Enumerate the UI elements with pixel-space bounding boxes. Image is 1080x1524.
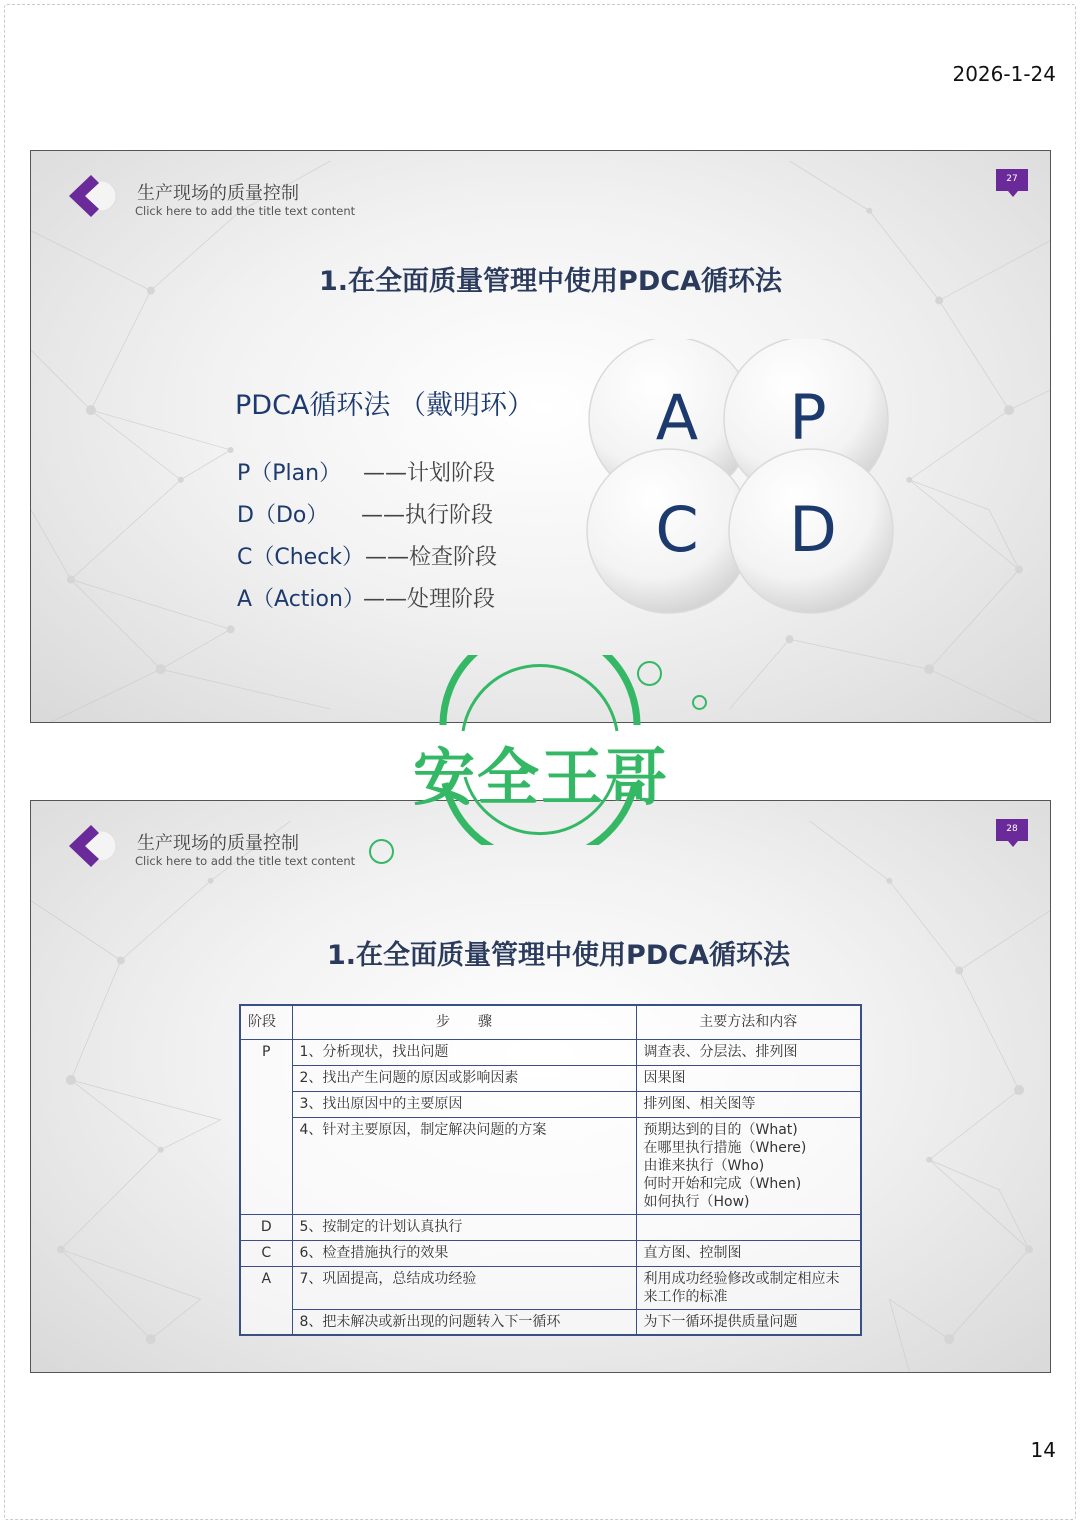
slide-27 bbox=[30, 150, 1051, 723]
phase-desc: ——执行阶段 bbox=[361, 503, 494, 528]
list-item bbox=[237, 456, 497, 498]
table-row bbox=[240, 1266, 861, 1309]
phase-code: P（Plan） bbox=[237, 461, 342, 486]
method-cell: 排列图、相关图等 bbox=[636, 1091, 861, 1117]
slide-number-badge: 27 bbox=[996, 169, 1028, 191]
phase-desc: ——检查阶段 bbox=[365, 545, 498, 570]
header-title: 生产现场的质量控制 bbox=[137, 833, 299, 854]
method-cell: 调查表、分层法、排列图 bbox=[636, 1039, 861, 1065]
list-item bbox=[237, 540, 497, 582]
table-row bbox=[240, 1309, 861, 1335]
method-cell bbox=[636, 1214, 861, 1240]
table-row bbox=[240, 1065, 861, 1091]
step-cell: 8、把未解决或新出现的问题转入下一循环 bbox=[292, 1309, 636, 1335]
column-header-steps: 步 骤 bbox=[292, 1005, 636, 1039]
chevron-logo-icon bbox=[61, 823, 123, 869]
pdca-heading: PDCA循环法 （戴明环） bbox=[235, 390, 534, 421]
phase-desc: ——计划阶段 bbox=[363, 461, 496, 486]
column-header-stage: 阶段 bbox=[240, 1005, 292, 1039]
slide-number-badge: 28 bbox=[996, 819, 1028, 841]
bubble-icon bbox=[369, 839, 394, 864]
method-cell bbox=[636, 1266, 861, 1309]
method-cell bbox=[636, 1117, 861, 1214]
bubble-icon bbox=[692, 695, 707, 710]
letter-a: A bbox=[655, 381, 699, 454]
table-row bbox=[240, 1214, 861, 1240]
pdca-circles bbox=[581, 339, 901, 619]
letter-d: D bbox=[789, 493, 837, 566]
step-cell: 7、巩固提高，总结成功经验 bbox=[292, 1266, 636, 1309]
list-item bbox=[237, 498, 497, 540]
method-line: 何时开始和完成（When) bbox=[643, 1175, 802, 1192]
method-line: 利用成功经验修改或制定相应未 bbox=[643, 1270, 840, 1287]
step-cell: 5、按制定的计划认真执行 bbox=[292, 1214, 636, 1240]
header-subtitle: Click here to add the title text content bbox=[135, 204, 356, 218]
table-row bbox=[240, 1091, 861, 1117]
letter-p: P bbox=[789, 381, 827, 454]
step-cell: 6、检查措施执行的效果 bbox=[292, 1240, 636, 1266]
step-cell: 1、分析现状，找出问题 bbox=[292, 1039, 636, 1065]
step-cell: 2、找出产生问题的原因或影响因素 bbox=[292, 1065, 636, 1091]
stage-cell: A bbox=[240, 1266, 292, 1335]
column-header-methods: 主要方法和内容 bbox=[636, 1005, 861, 1039]
pdca-phase-list bbox=[237, 456, 497, 624]
phase-desc: ——处理阶段 bbox=[363, 587, 496, 612]
chevron-logo-icon bbox=[61, 173, 123, 219]
list-item bbox=[237, 582, 497, 624]
stage-cell: C bbox=[240, 1240, 292, 1266]
phase-code: C（Check） bbox=[237, 545, 365, 570]
slide-28 bbox=[30, 800, 1051, 1373]
method-line: 如何执行（How) bbox=[643, 1193, 750, 1210]
method-line: 在哪里执行措施（Where) bbox=[643, 1139, 807, 1156]
phase-code: A（Action） bbox=[237, 587, 365, 612]
table-row bbox=[240, 1240, 861, 1266]
step-cell: 4、针对主要原因，制定解决问题的方案 bbox=[292, 1117, 636, 1214]
method-cell: 直方图、控制图 bbox=[636, 1240, 861, 1266]
table-header-row bbox=[240, 1005, 861, 1039]
table-row bbox=[240, 1117, 861, 1214]
header-subtitle: Click here to add the title text content bbox=[135, 854, 356, 868]
method-cell: 为下一循环提供质量问题 bbox=[636, 1309, 861, 1335]
stage-cell: D bbox=[240, 1214, 292, 1240]
slide-title: 1.在全面质量管理中使用PDCA循环法 bbox=[319, 266, 782, 297]
bubble-icon bbox=[637, 661, 662, 686]
stage-cell: P bbox=[240, 1039, 292, 1214]
pdca-steps-table bbox=[239, 1004, 862, 1336]
table-row bbox=[240, 1039, 861, 1065]
step-cell: 3、找出原因中的主要原因 bbox=[292, 1091, 636, 1117]
method-cell: 因果图 bbox=[636, 1065, 861, 1091]
page-number: 14 bbox=[1030, 1438, 1056, 1462]
watermark-text: 安全王哥 bbox=[412, 741, 669, 814]
method-line: 来工作的标准 bbox=[643, 1288, 728, 1305]
method-line: 由谁来执行（Who) bbox=[643, 1157, 765, 1174]
header-title: 生产现场的质量控制 bbox=[137, 183, 299, 204]
slide-title: 1.在全面质量管理中使用PDCA循环法 bbox=[327, 940, 790, 971]
phase-code: D（Do） bbox=[237, 503, 329, 528]
letter-c: C bbox=[655, 493, 699, 566]
page-date: 2026-1-24 bbox=[952, 62, 1056, 86]
method-line: 预期达到的目的（What) bbox=[643, 1121, 798, 1138]
